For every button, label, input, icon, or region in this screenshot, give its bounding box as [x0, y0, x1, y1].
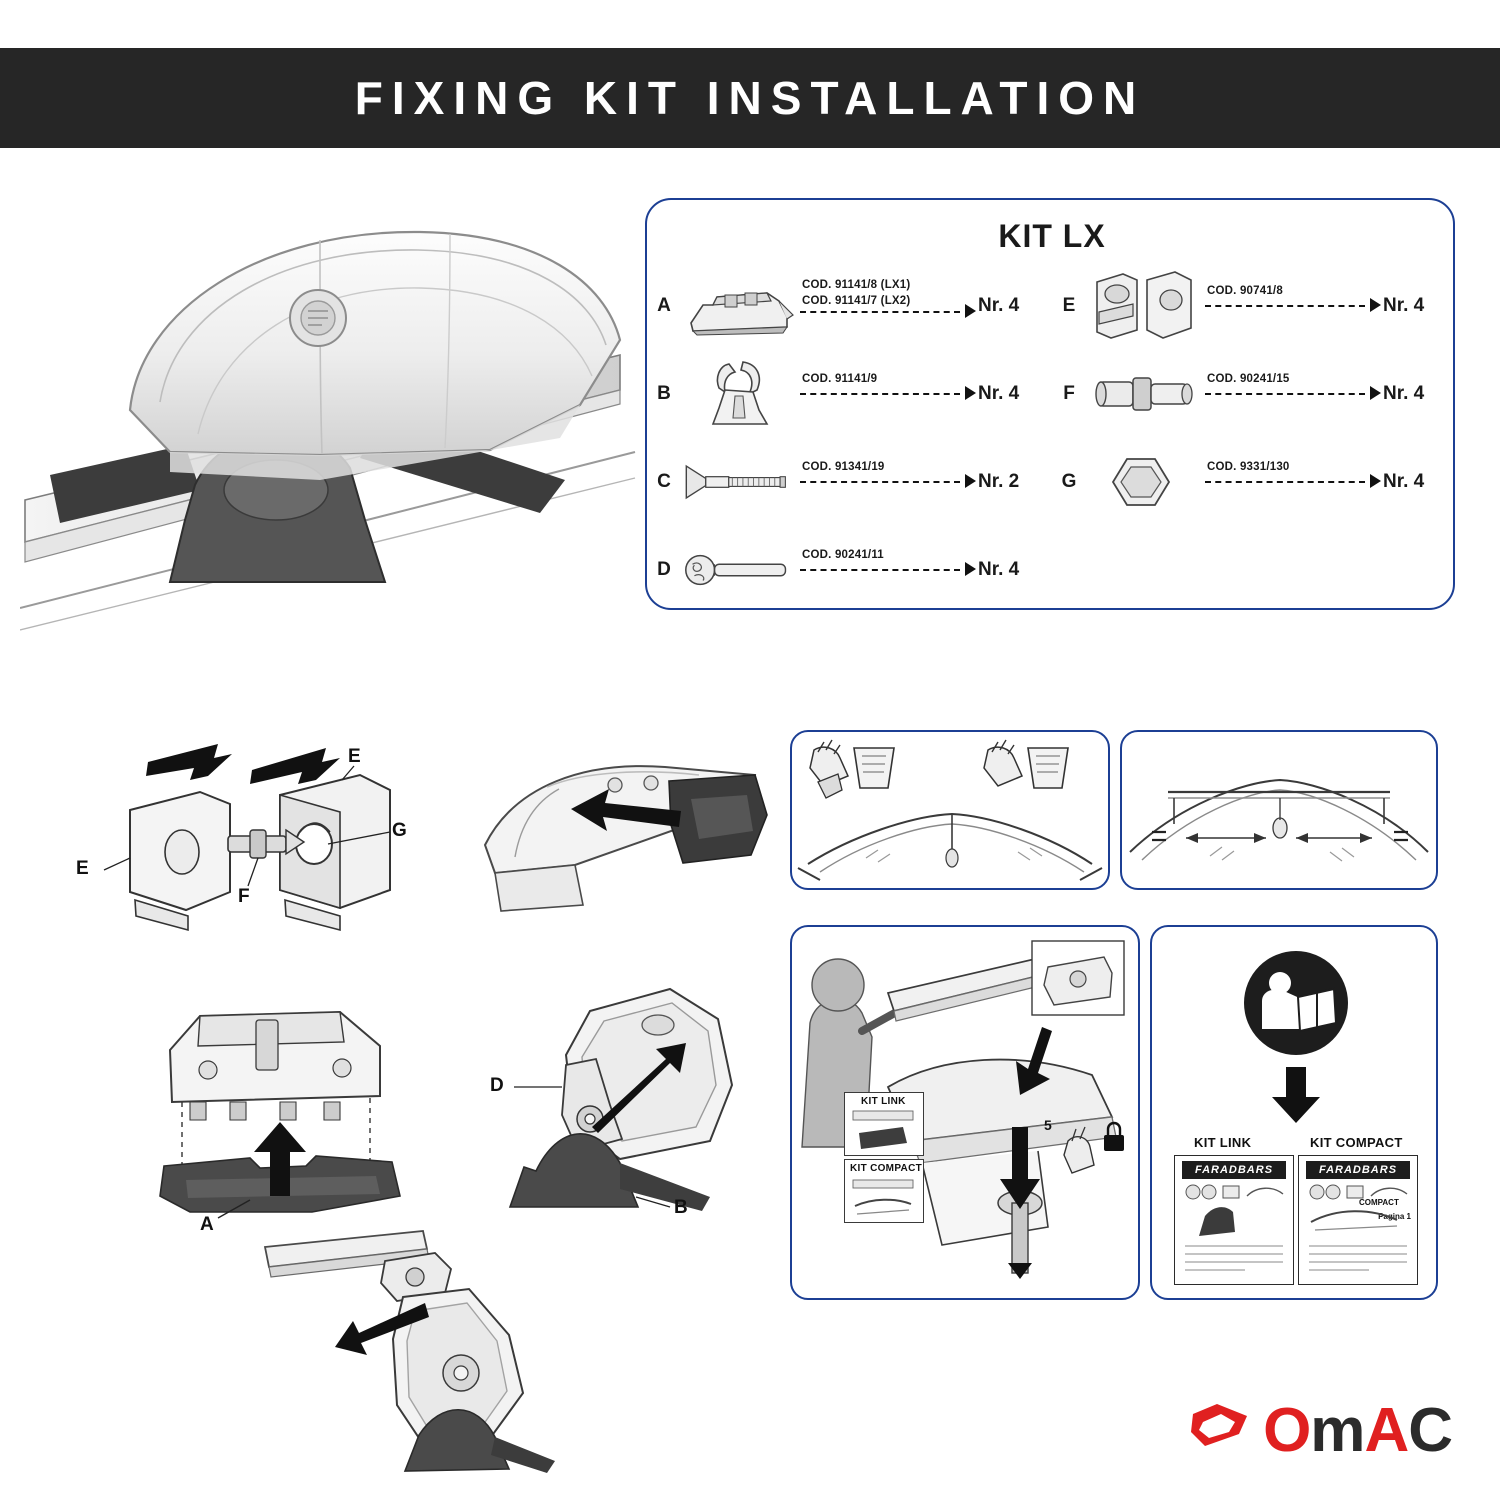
part-letter-f: F: [1063, 383, 1075, 404]
panel-installation-steps: [790, 925, 1140, 1300]
part-code-d-1: COD. 90241/11: [802, 549, 884, 561]
kit-compact-card: [844, 1159, 924, 1223]
part-row-e: [1052, 262, 1457, 350]
leader-line: [800, 569, 960, 571]
part-qty-d: Nr. 4: [978, 559, 1020, 580]
part-letter-e: E: [1062, 295, 1076, 316]
vehicle-roof-illustration: [20, 190, 640, 660]
part-row-a: [647, 262, 1052, 350]
part-row-c: [647, 438, 1052, 526]
part-qty-b: Nr. 4: [978, 383, 1020, 404]
leader-line: [800, 481, 960, 483]
part-letter-g: G: [1061, 471, 1077, 492]
part-qty-g: Nr. 4: [1383, 471, 1425, 492]
panel-symmetry-check: [1120, 730, 1438, 890]
step-rail-clamp-illustration: [455, 745, 785, 945]
leader-line: [800, 311, 960, 313]
part-code-e-1: COD. 90741/8: [1207, 285, 1283, 297]
end-cap-pair-icon: [1086, 266, 1201, 346]
page-header: [0, 48, 1500, 148]
read-manual-icon: [1214, 945, 1378, 1075]
part-row-g: [1052, 438, 1457, 526]
manual-brand-2: FARADBARS: [1306, 1161, 1410, 1179]
kit-title: KIT LX: [998, 218, 1106, 254]
part-letter-b: B: [657, 383, 671, 404]
label-d: D: [490, 1075, 504, 1096]
kit-right-column: [1052, 262, 1457, 602]
arrow-icon: [1370, 474, 1381, 488]
part-code-c-1: COD. 91341/19: [802, 461, 885, 473]
part-code-a-1: COD. 91141/8 (LX1): [802, 279, 911, 291]
arrow-icon: [965, 474, 976, 488]
manual-page-kit-link: [1174, 1155, 1294, 1285]
manual-page-kit-compact: [1298, 1155, 1418, 1285]
kit-link-label: KIT LINK: [861, 1096, 906, 1107]
threaded-rod-icon: [681, 442, 796, 522]
logo-letter-o: O: [1263, 1396, 1311, 1465]
logo-letter-m: m: [1310, 1396, 1365, 1465]
panel-read-manual: [1150, 925, 1438, 1300]
leader-line: [800, 393, 960, 395]
kit-compact-label: KIT COMPACT: [850, 1163, 922, 1174]
label-g: G: [392, 820, 407, 841]
arrow-icon: [965, 386, 976, 400]
logo-letter-c: C: [1408, 1396, 1452, 1465]
page-title: FIXING KIT INSTALLATION: [354, 72, 1146, 124]
part-qty-c: Nr. 2: [978, 471, 1020, 492]
part-qty-a: Nr. 4: [978, 295, 1020, 316]
arrow-icon: [965, 304, 976, 318]
part-qty-f: Nr. 4: [1383, 383, 1425, 404]
label-f: F: [238, 886, 250, 907]
part-letter-d: D: [657, 559, 671, 580]
part-row-b: [647, 350, 1052, 438]
label-a: A: [200, 1214, 214, 1235]
part-code-f-1: COD. 90241/15: [1207, 373, 1290, 385]
part-code-area-g: [1201, 447, 1383, 517]
leader-line: [1205, 481, 1365, 483]
bushing-icon: [1086, 354, 1201, 434]
panel-position-measure: [790, 730, 1110, 890]
step-bar-insert-illustration: [255, 1225, 655, 1475]
kit-parts-panel: [645, 198, 1455, 610]
arrow-icon: [1370, 298, 1381, 312]
part-code-a-2: COD. 91141/7 (LX2): [802, 295, 911, 307]
kit-left-column: [647, 262, 1052, 602]
part-code-g-1: COD. 9331/130: [1207, 461, 1290, 473]
torque-label: 5: [1044, 1117, 1053, 1133]
foot-bracket-icon: [681, 266, 796, 346]
manual-kit-link-title: KIT LINK: [1194, 1135, 1252, 1150]
part-code-area-f: [1201, 359, 1383, 429]
part-code-area-b: [796, 359, 978, 429]
hex-nut-icon: [1086, 442, 1201, 522]
part-qty-e: Nr. 4: [1383, 295, 1425, 316]
leader-line: [1205, 393, 1365, 395]
part-code-area-a: [796, 271, 978, 341]
part-code-b-1: COD. 91141/9: [802, 373, 878, 385]
down-arrow-icon: [1270, 1067, 1322, 1123]
label-e-right: E: [348, 746, 361, 767]
manual-page-label: Pagina 1: [1378, 1212, 1411, 1221]
arrow-icon: [1370, 386, 1381, 400]
manual-kit-compact-title: KIT COMPACT: [1310, 1135, 1403, 1150]
part-row-f: [1052, 350, 1457, 438]
logo-letter-a: A: [1364, 1396, 1409, 1465]
leader-line: [1205, 305, 1365, 307]
manual-brand-1: FARADBARS: [1182, 1161, 1286, 1179]
logo-mark-icon: [1187, 1400, 1253, 1462]
manual-compact-label: COMPACT: [1359, 1198, 1399, 1207]
key-bolt-icon: [681, 530, 796, 610]
label-e-left: E: [76, 858, 89, 879]
step-a-illustration: [130, 990, 460, 1240]
part-letter-a: A: [657, 295, 671, 316]
label-b: B: [674, 1197, 688, 1218]
part-letter-c: C: [657, 471, 671, 492]
kit-link-card: [844, 1092, 924, 1156]
part-code-area-e: [1201, 271, 1383, 341]
step-bd-illustration: [470, 975, 800, 1235]
part-code-area-c: [796, 447, 978, 517]
brand-logo: [1187, 1396, 1452, 1465]
hook-clamp-icon: [681, 354, 796, 434]
arrow-icon: [965, 562, 976, 576]
part-code-area-d: [796, 535, 978, 605]
part-row-d: [647, 526, 1052, 614]
